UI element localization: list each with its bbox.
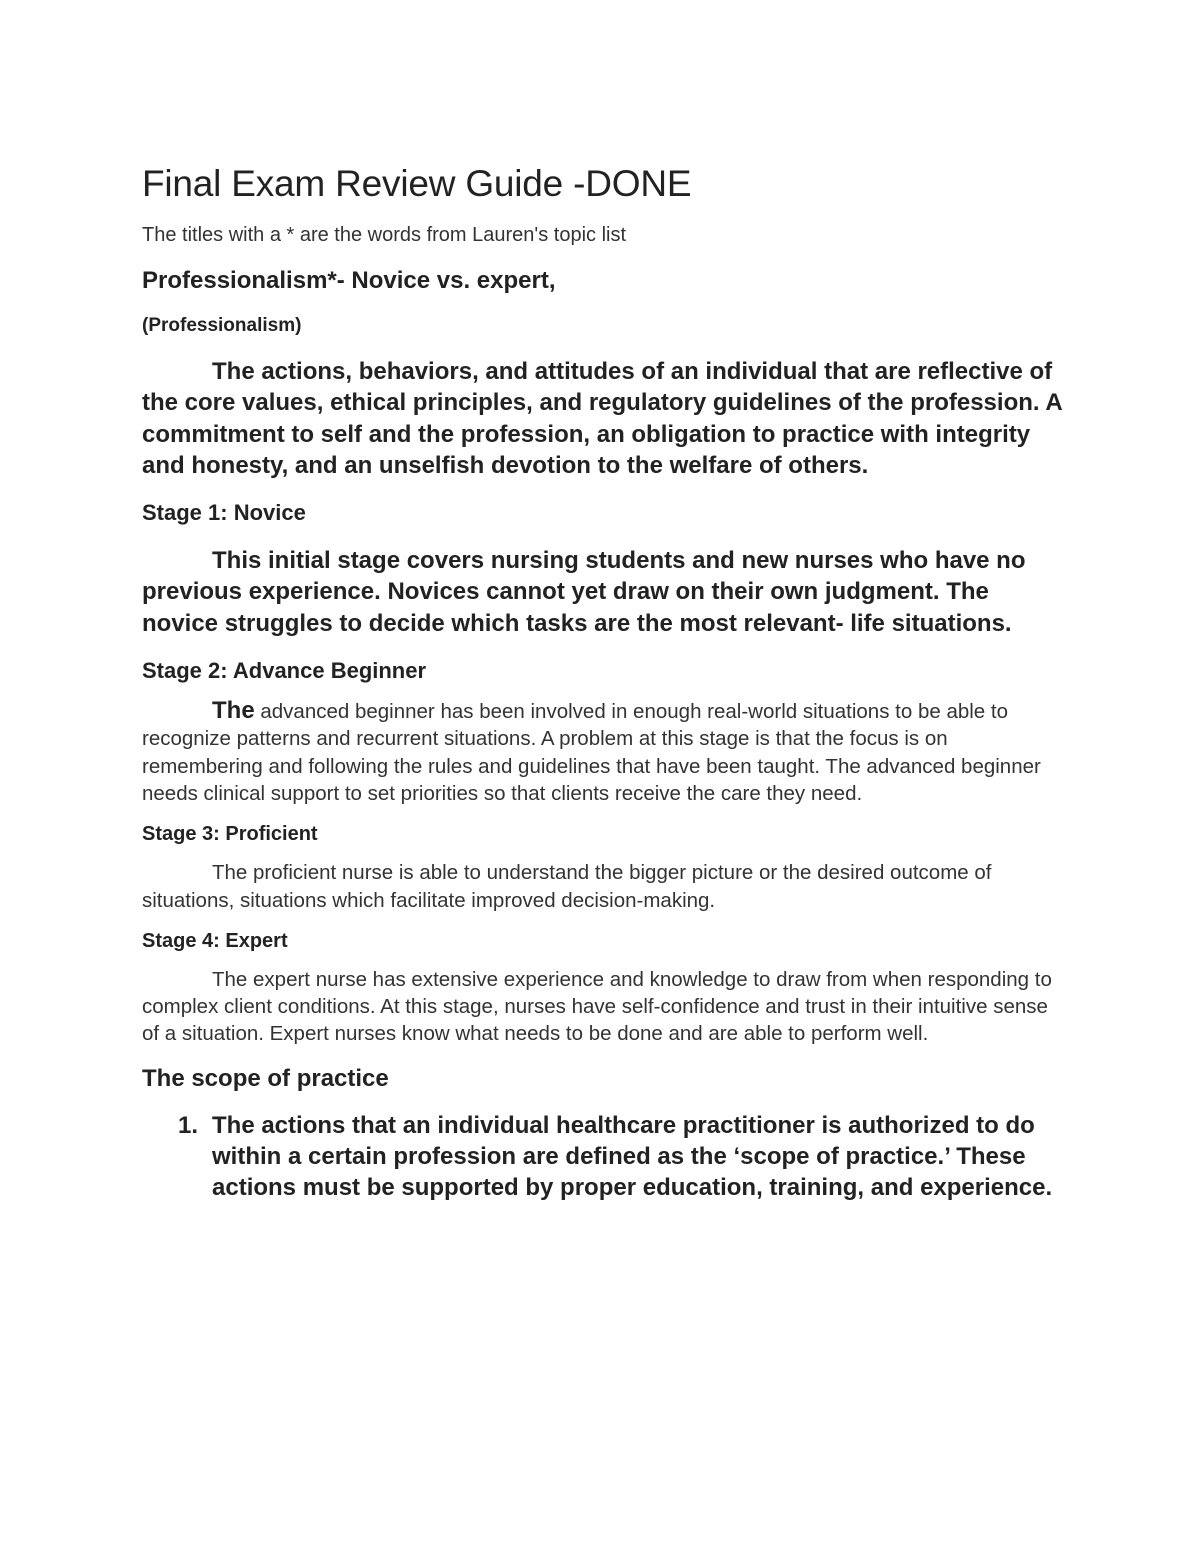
document-page	[142, 160, 1062, 1204]
stage-2-text-content: advanced beginner has been involved in enough real-world situations to be able to recognize patterns and recurrent situations. A problem at this stage is that the focus is on remembering and following the rules and guidelines that have been taught. The advanced beginner needs clinical support to set priorities so that clients receive the care they need.	[142, 700, 1041, 805]
professionalism-definition	[142, 356, 1062, 481]
document-title: Final Exam Review Guide -DONE	[142, 163, 692, 204]
stage-2-text	[142, 697, 1062, 807]
scope-list	[142, 1110, 1062, 1204]
stage-3-text-content: The proficient nurse is able to understand the bigger picture or the desired outcome of situations, situations which facilitate improved decision-making.	[142, 861, 992, 912]
stage-4-heading: Stage 4: Expert	[142, 929, 288, 952]
stage-1-text	[142, 545, 1062, 639]
subsection-heading: (Professionalism)	[142, 315, 302, 336]
document-subtitle: The titles with a * are the words from Lauren's topic list	[142, 224, 627, 246]
stage-2-lead-word: The	[212, 697, 255, 725]
stage-4-text-content: The expert nurse has extensive experience and knowledge to draw from when responding to complex client conditions. At this stage, nurses have self-confidence and trust in their intuitive sense of a situation. Expert nurses know what needs to be done and are able to perform well.	[142, 967, 1052, 1046]
list-item	[142, 1110, 1062, 1204]
list-item-text: The actions that an individual healthcare practitioner is authorized to do within a certain profession are defined as the ‘scope of practice.’ These actions must be supported by proper education, training, and experience.	[212, 1111, 1053, 1202]
stage-3-text	[142, 859, 1062, 914]
section-heading: Professionalism*- Novice vs. expert,	[142, 267, 556, 294]
stage-3-heading: Stage 3: Proficient	[142, 823, 318, 846]
stage-1-heading: Stage 1: Novice	[142, 500, 306, 526]
professionalism-definition-text: The actions, behaviors, and attitudes of an individual that are reflective of the core values, ethical principles, and regulatory guidelines of the profession. A commitment to self and the profession, an obligation to practice with integrity and honesty, and an unselfish devotion to the welfare of others.	[142, 358, 1062, 479]
stage-1-text-content: This initial stage covers nursing students and new nurses who have no previous experience. Novices cannot yet draw on their own judgment. The novice struggles to decide which tasks are the most relevant- life situations.	[142, 547, 1026, 637]
scope-heading: The scope of practice	[142, 1064, 389, 1092]
stage-2-heading: Stage 2: Advance Beginner	[142, 658, 427, 684]
stage-4-text	[142, 966, 1062, 1048]
list-item-number: 1.	[178, 1111, 199, 1139]
